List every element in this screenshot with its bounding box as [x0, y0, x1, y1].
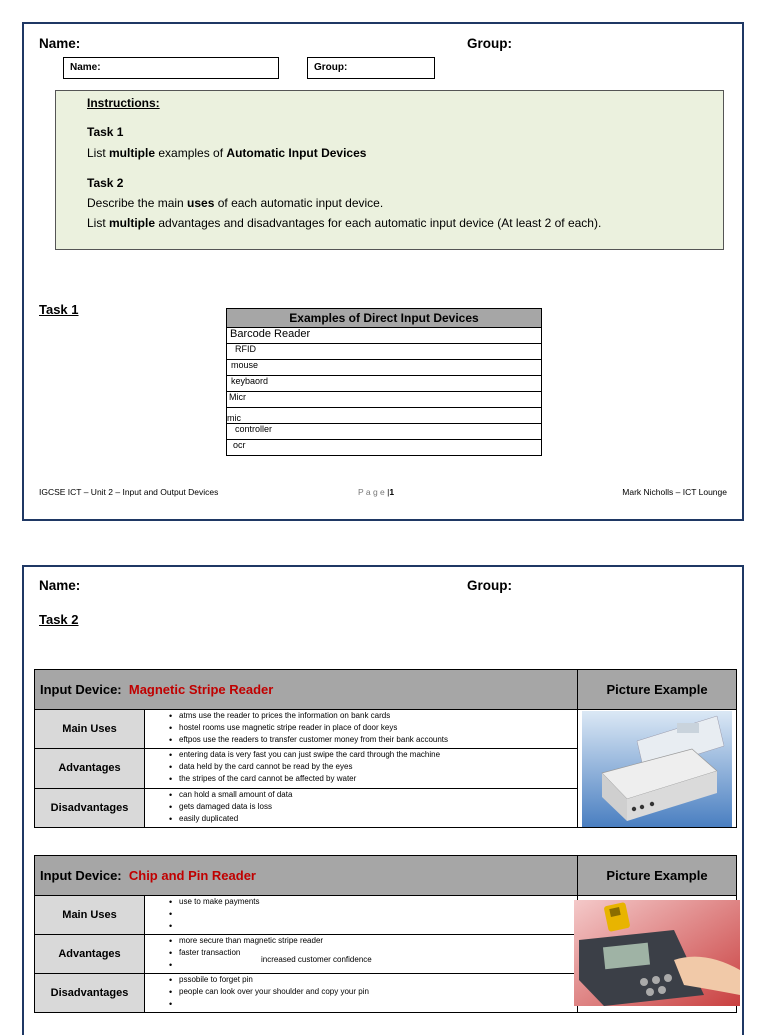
row-label-main-uses: Main Uses: [35, 710, 145, 749]
device-title: Input Device: Magnetic Stripe Reader: [35, 670, 578, 710]
list-item: [179, 959, 577, 971]
main-uses-list: [145, 896, 578, 935]
page-1: [22, 22, 744, 521]
table-row: controller: [227, 424, 542, 440]
list-item: • pssobile to forget pin: [179, 974, 577, 986]
chip-and-pin-reader-image: [574, 900, 740, 1006]
advantages-extra-text: increased customer confidence: [261, 955, 372, 964]
table-row: keybaord: [227, 376, 542, 392]
list-item: • entering data is very fast you can just swipe the card through the machine: [179, 749, 577, 761]
examples-table: [226, 308, 542, 456]
group-label: Group:: [467, 36, 512, 51]
name-label: Name:: [39, 578, 81, 593]
task1-heading: Task 1: [39, 302, 79, 317]
name-label: Name:: [39, 36, 81, 51]
list-item: • people can look over your shoulder and copy your pin: [179, 986, 577, 998]
table-row: ocr: [227, 440, 542, 456]
disadvantages-list: [145, 788, 578, 827]
row-label-main-uses: Main Uses: [35, 896, 145, 935]
task2-line2: List multiple advantages and disadvantages for each automatic input device (At least 2 of each).: [87, 216, 602, 230]
device-title: Input Device: Chip and Pin Reader: [35, 856, 578, 896]
name-input-box[interactable]: [63, 57, 279, 79]
list-item: • gets damaged data is loss: [179, 801, 577, 813]
list-item: • faster transaction: [179, 947, 577, 959]
group-input-box[interactable]: [307, 57, 435, 79]
task2-line1: Describe the main uses of each automatic input device.: [87, 196, 384, 210]
magnetic-stripe-reader-image: [582, 711, 732, 827]
instructions-heading: Instructions:: [87, 96, 160, 110]
picture-cell: [578, 896, 737, 1013]
list-item: • can hold a small amount of data: [179, 789, 577, 801]
name-box-label: Name:: [70, 62, 101, 73]
task2-heading: Task 2: [39, 612, 79, 627]
list-item: • atms use the reader to prices the information on bank cards: [179, 710, 577, 722]
list-item: • use to make payments: [179, 896, 577, 908]
row-label-disadvantages: Disadvantages: [35, 974, 145, 1013]
table-row: mic: [227, 408, 542, 424]
page-2: [22, 565, 744, 1035]
list-item: • hostel rooms use magnetic stripe reader in place of door keys: [179, 722, 577, 734]
group-box-label: Group:: [314, 62, 348, 73]
row-label-disadvantages: Disadvantages: [35, 788, 145, 827]
row-label-advantages: Advantages: [35, 749, 145, 788]
list-item: • more secure than magnetic stripe reader: [179, 935, 577, 947]
table-row: Barcode Reader: [227, 328, 542, 344]
table-row: RFID: [227, 344, 542, 360]
picture-example-header: Picture Example: [578, 670, 737, 710]
footer-right: Mark Nicholls – ICT Lounge: [622, 487, 727, 497]
footer-page: P a g e |1: [358, 487, 395, 497]
main-uses-list: [145, 710, 578, 749]
list-item: • easily duplicated: [179, 813, 577, 825]
examples-table-header: Examples of Direct Input Devices: [227, 309, 542, 328]
list-item: • the stripes of the card cannot be affected by water: [179, 773, 577, 785]
disadvantages-list: [145, 974, 578, 1013]
task1-title: Task 1: [87, 125, 124, 139]
task1-text: List multiple examples of Automatic Input Devices: [87, 146, 367, 160]
table-row: Micr: [227, 392, 542, 408]
group-label: Group:: [467, 578, 512, 593]
list-item: [179, 920, 577, 932]
device-table-chip-and-pin: [34, 855, 737, 1013]
list-item: • data held by the card cannot be read by the eyes: [179, 761, 577, 773]
picture-example-header: Picture Example: [578, 856, 737, 896]
advantages-list: [145, 935, 578, 974]
advantages-list: [145, 749, 578, 788]
list-item: [179, 998, 577, 1010]
row-label-advantages: Advantages: [35, 935, 145, 974]
footer-left: IGCSE ICT – Unit 2 – Input and Output Devices: [39, 487, 219, 497]
picture-cell: [578, 710, 737, 828]
list-item: [179, 908, 577, 920]
instructions-box: [55, 90, 724, 250]
device-table-magnetic-stripe: [34, 669, 737, 828]
table-row: mouse: [227, 360, 542, 376]
task2-title: Task 2: [87, 176, 124, 190]
list-item: • eftpos use the readers to transfer customer money from their bank accounts: [179, 734, 577, 746]
